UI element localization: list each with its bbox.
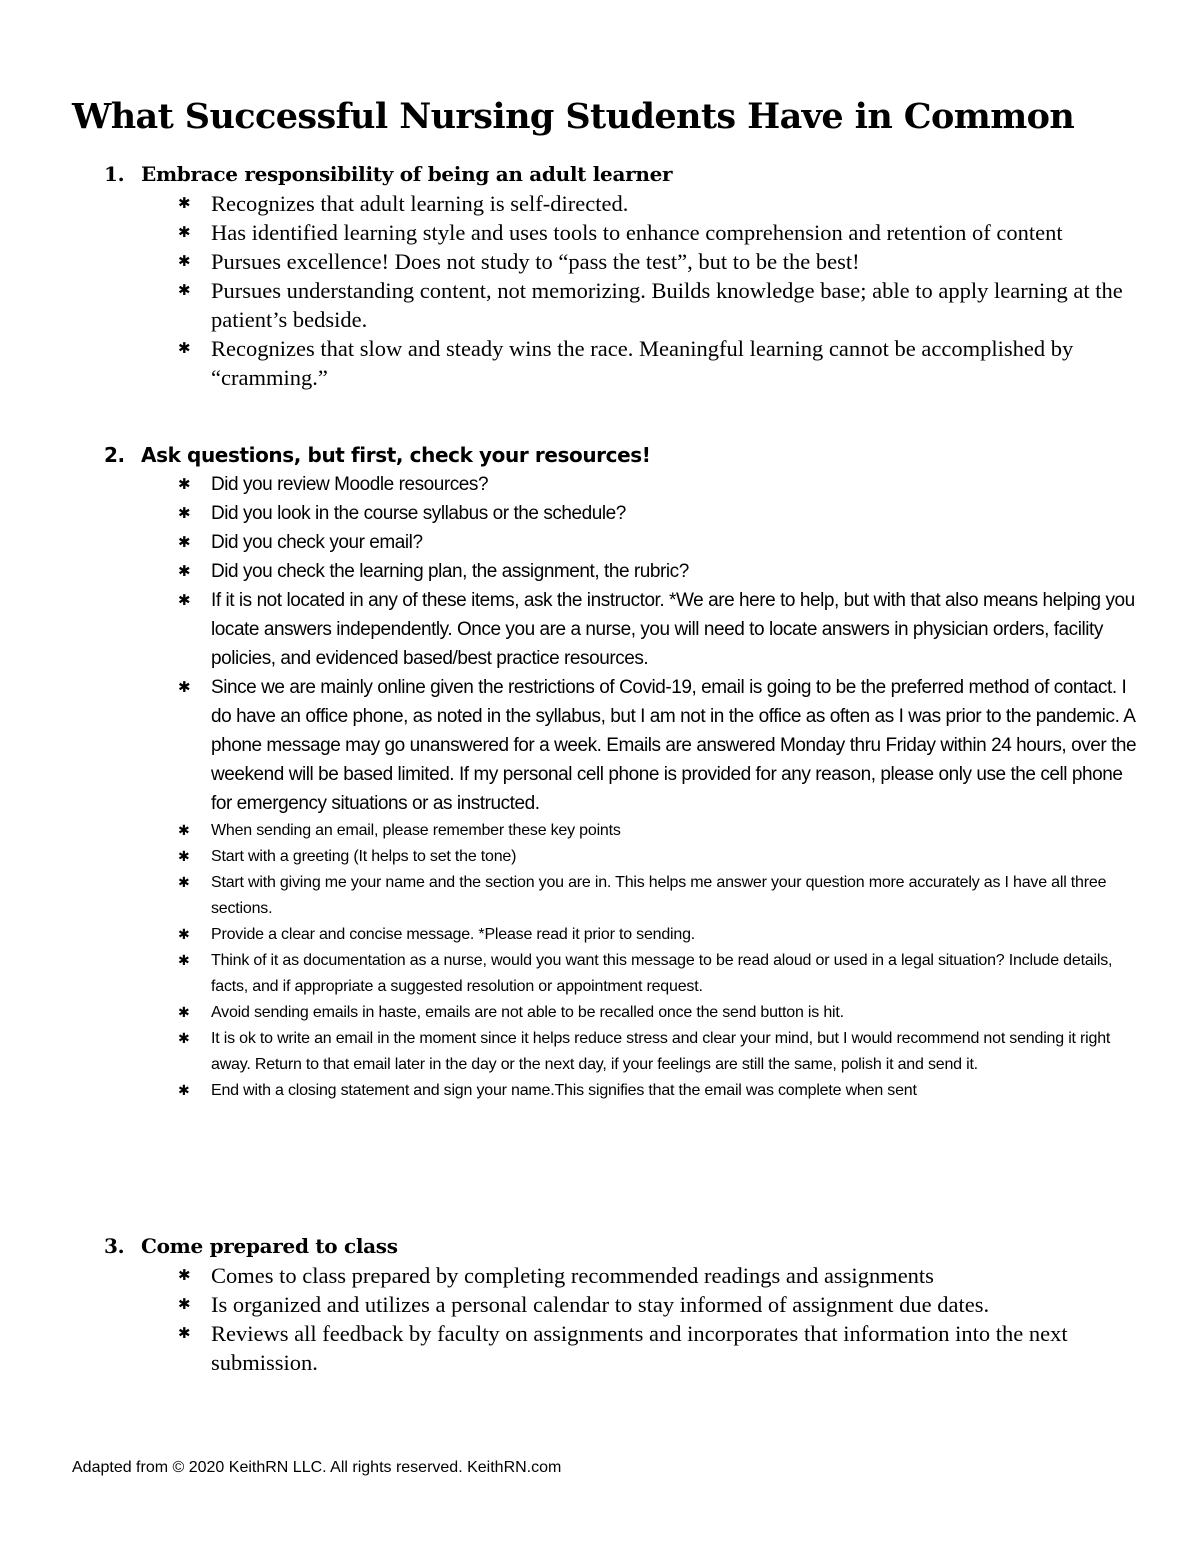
section-heading [104,1232,1144,1261]
list-item [104,189,1144,218]
star-bullet-icon: ✱ [178,562,191,580]
list-item [104,247,1144,276]
list-item [104,1290,1144,1319]
section-number: 3. [104,1234,125,1258]
star-bullet-icon: ✱ [178,252,191,270]
star-bullet-icon: ✱ [178,849,190,865]
page-title: What Successful Nursing Students Have in Common [72,96,1075,137]
star-bullet-icon: ✱ [178,591,191,609]
email-tip-item [104,818,1144,844]
email-tip-item [104,1000,1144,1026]
section-adult-learner [104,160,1144,392]
section-ask-questions [104,441,1144,1104]
list-item [104,1319,1144,1377]
list-item-text: If it is not located in any of these items, ask the instructor. *We are here to help, but with that also means helping you locate answers independently. Once you are a nurse, you will need to locate answers in physician orders, facility policies, and evidenced based/best practice resources. [211,590,1135,669]
list-item [104,499,1144,528]
list-item-text: Recognizes that adult learning is self-directed. [211,191,629,216]
list-item-text: Comes to class prepared by completing recommended readings and assignments [211,1263,934,1288]
section-title: Come prepared to class [141,1234,398,1258]
star-bullet-icon: ✱ [178,533,191,551]
email-tip-text: Avoid sending emails in haste, emails are not able to be recalled once the send button is hit. [211,1004,844,1021]
email-tip-item [104,1026,1144,1078]
section-come-prepared [104,1232,1144,1377]
email-tip-item [104,844,1144,870]
copyright-footer: Adapted from © 2020 KeithRN LLC. All rights reserved. KeithRN.com [72,1459,562,1476]
section-number: 1. [104,162,125,186]
section-heading [104,160,1144,189]
section-title: Ask questions, but first, check your resources! [141,443,651,467]
star-bullet-icon: ✱ [178,475,191,493]
email-tip-text: Provide a clear and concise message. *Please read it prior to sending. [211,926,696,943]
star-bullet-icon: ✱ [178,927,190,943]
list-item-text: Has identified learning style and uses tools to enhance comprehension and retention of content [211,220,1063,245]
list-item-text: Recognizes that slow and steady wins the race. Meaningful learning cannot be accomplished by “cramming.” [211,336,1074,390]
section-number: 2. [104,443,125,467]
list-item-text: Reviews all feedback by faculty on assignments and incorporates that information into the next submission. [211,1321,1068,1375]
star-bullet-icon: ✱ [178,1324,191,1342]
star-bullet-icon: ✱ [178,678,191,696]
list-item-text: Did you look in the course syllabus or the schedule? [211,503,626,524]
star-bullet-icon: ✱ [178,223,191,241]
star-bullet-icon: ✱ [178,1266,191,1284]
star-bullet-icon: ✱ [178,339,191,357]
section-title: Embrace responsibility of being an adult learner [141,162,673,186]
star-bullet-icon: ✱ [178,953,190,969]
item-list [104,470,1144,1104]
item-list [104,1261,1144,1377]
star-bullet-icon: ✱ [178,875,190,891]
email-tip-text: End with a closing statement and sign your name.This signifies that the email was complete when sent [211,1082,917,1099]
star-bullet-icon: ✱ [178,823,190,839]
email-tip-text: Think of it as documentation as a nurse, would you want this message to be read aloud or used in a legal situation? Include details, facts, and if appropriate a suggested resolution or appointment request. [211,952,1113,995]
list-item [104,528,1144,557]
star-bullet-icon: ✱ [178,1005,190,1021]
star-bullet-icon: ✱ [178,1031,190,1047]
list-item [104,586,1144,673]
email-tip-text: Start with a greeting (It helps to set the tone) [211,848,517,865]
star-bullet-icon: ✱ [178,504,191,522]
email-tip-text: When sending an email, please remember these key points [211,822,621,839]
list-item [104,1261,1144,1290]
list-item-text: Is organized and utilizes a personal calendar to stay informed of assignment due dates. [211,1292,990,1317]
email-tip-item [104,922,1144,948]
list-item [104,673,1144,818]
email-tip-text: It is ok to write an email in the moment since it helps reduce stress and clear your mind, but I would recommend not sending it right away. Return to that email later in the day or the next day, if your feelings are still the same, polish it and send it. [211,1030,1111,1073]
list-item [104,334,1144,392]
list-item [104,470,1144,499]
list-item [104,276,1144,334]
star-bullet-icon: ✱ [178,194,191,212]
item-list [104,189,1144,392]
list-item-text: Since we are mainly online given the restrictions of Covid-19, email is going to be the preferred method of contact. I do have an office phone, as noted in the syllabus, but I am not in the office as often as I was prior to the pandemic. A phone message may go unanswered for a week. Emails are answered Monday thru Friday within 24 hours, over the weekend will be based limited. If my personal cell phone is provided for any reason, please only use the cell phone for emergency situations or as instructed. [211,677,1137,814]
email-tip-item [104,1078,1144,1104]
email-tip-item [104,948,1144,1000]
email-tip-item [104,870,1144,922]
list-item-text: Pursues excellence! Does not study to “pass the test”, but to be the best! [211,249,860,274]
star-bullet-icon: ✱ [178,1295,191,1313]
list-item [104,218,1144,247]
list-item-text: Did you check your email? [211,532,423,553]
list-item [104,557,1144,586]
list-item-text: Did you check the learning plan, the assignment, the rubric? [211,561,689,582]
list-item-text: Pursues understanding content, not memorizing. Builds knowledge base; able to apply learning at the patient’s bedside. [211,278,1123,332]
email-tip-text: Start with giving me your name and the section you are in. This helps me answer your question more accurately as I have all three sections. [211,874,1107,917]
star-bullet-icon: ✱ [178,281,191,299]
section-heading [104,441,1144,470]
star-bullet-icon: ✱ [178,1083,190,1099]
list-item-text: Did you review Moodle resources? [211,474,489,495]
